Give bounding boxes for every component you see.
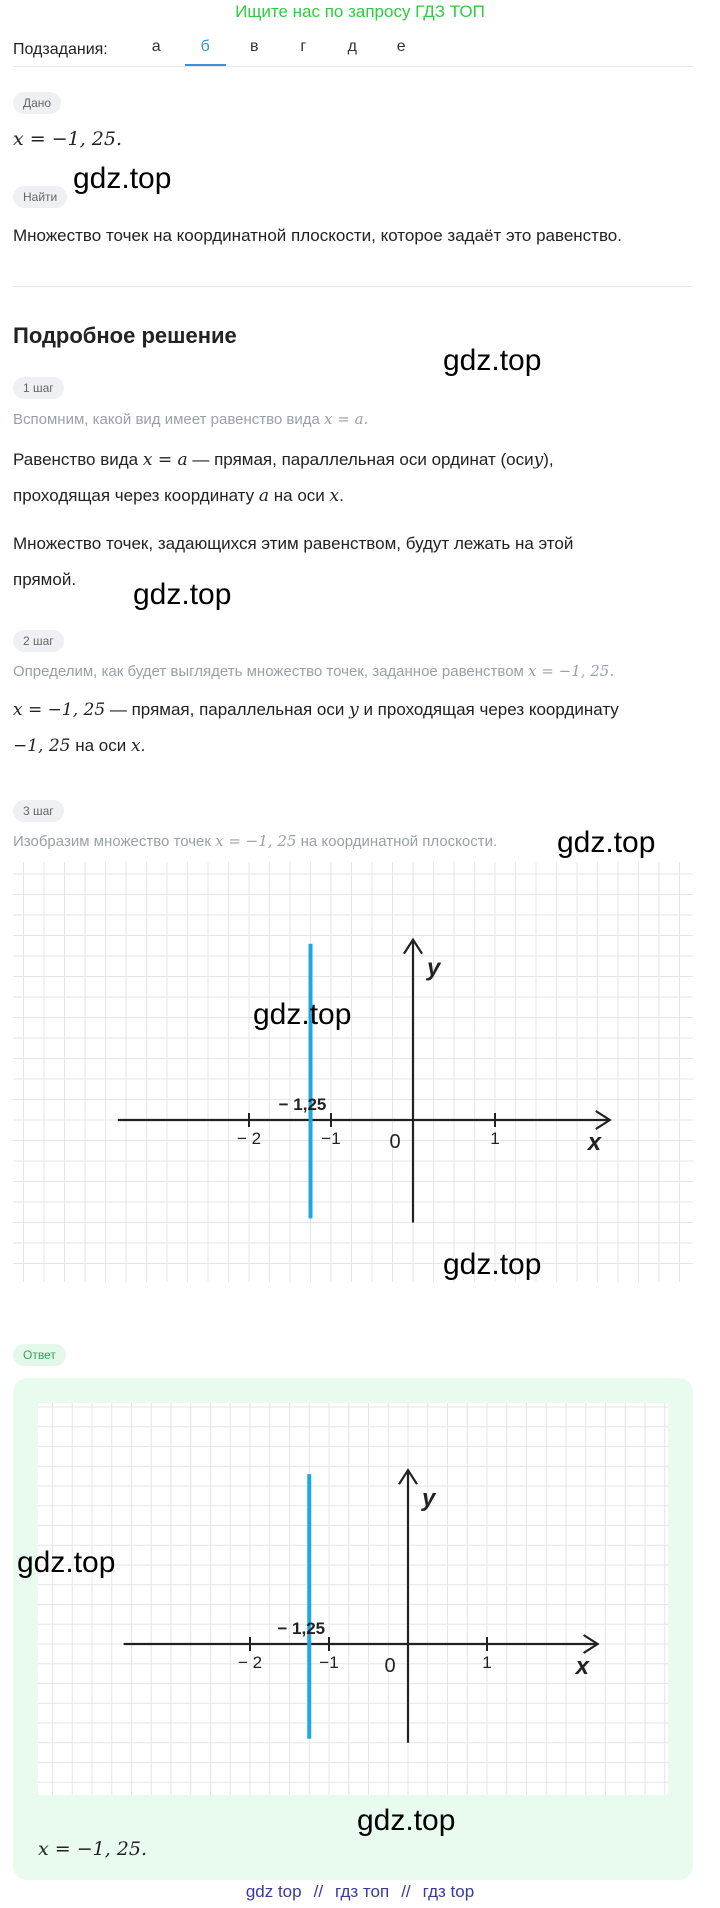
step3-hint-math: x = −1, 25 — [215, 832, 297, 850]
watermark: gdz.top — [443, 1248, 542, 1281]
tick-label-minus-1: −1 — [321, 1129, 341, 1148]
step2-hint-math: x = −1, 25. — [528, 662, 615, 680]
step3-pill — [13, 800, 64, 822]
step2-hint-text: Определим, как будет выглядеть множество точек, заданное равенством — [13, 663, 524, 680]
line-value-label: − 1,25 — [277, 1619, 326, 1638]
top-banner[interactable]: Ищите нас по запросу ГДЗ ТОП — [235, 2, 485, 21]
step1-pill-label: 1 шаг — [13, 377, 64, 399]
step1-hint-math: x = a. — [324, 410, 369, 428]
step2-line2-b: . — [140, 736, 146, 755]
watermark: gdz.top — [557, 826, 656, 859]
step2-line1-a: — прямая, параллельная оси — [109, 700, 345, 719]
step3-hint-text: Изобразим множество точек — [13, 833, 211, 850]
subtasks-tabs — [13, 34, 693, 66]
tab-g[interactable]: г — [300, 38, 307, 55]
answer-coordinate-plane-graph — [38, 1403, 668, 1795]
section-divider — [13, 286, 693, 287]
given-pill — [13, 92, 61, 114]
watermark: gdz.top — [133, 578, 232, 611]
footer-separator: // — [401, 1882, 411, 1901]
watermark: gdz.top — [443, 344, 542, 377]
footer-links — [0, 1882, 720, 1902]
grid — [13, 862, 693, 1282]
step1-line2-a: проходящая через координату — [13, 486, 255, 505]
y-axis-label: y — [422, 1485, 436, 1513]
watermark: gdz.top — [253, 998, 352, 1031]
grid-background — [13, 862, 693, 1282]
step1-line3: Множество точек, задающихся этим равенством, будут лежать на этой — [13, 534, 574, 553]
step3-pill-label: 3 шаг — [13, 800, 64, 822]
step1-line1-b: — прямая, параллельная оси ординат (оси — [192, 450, 534, 469]
tab-e[interactable]: е — [396, 38, 406, 55]
step1-line1-math: x = a — [142, 450, 188, 470]
step1-line2-b: на оси — [273, 486, 325, 505]
given-formula: x = −1, 25. — [13, 128, 123, 150]
footer-link-gdz-top-ru[interactable]: гдз топ — [335, 1882, 390, 1901]
given-pill-label: Дано — [13, 92, 61, 114]
step1-hint-text: Вспомним, какой вид имеет равенство вида — [13, 411, 320, 428]
footer-link-gdz-top-mixed[interactable]: гдз top — [422, 1882, 475, 1901]
step2-line2 — [13, 728, 145, 764]
tab-b[interactable]: б — [181, 34, 230, 66]
step1-line2-math: a — [258, 486, 270, 506]
footer-separator: // — [313, 1882, 324, 1901]
watermark: gdz.top — [73, 162, 172, 195]
step1-line4: прямой. — [13, 570, 77, 589]
step2-hint — [13, 662, 614, 680]
tick-label-minus-1: −1 — [319, 1653, 339, 1672]
step1-line2-c: . — [339, 486, 344, 505]
tick-label-1: 1 — [482, 1653, 492, 1672]
step2-pill — [13, 630, 64, 652]
step1-line1-a: Равенство вида — [13, 450, 139, 469]
step2-line1-y: y — [349, 700, 359, 720]
step2-pill-label: 2 шаг — [13, 630, 64, 652]
step1-pill — [13, 377, 64, 399]
answer-pill — [13, 1344, 66, 1366]
footer-link-gdz-top[interactable]: gdz top — [245, 1882, 302, 1901]
origin-label: 0 — [389, 1131, 401, 1153]
line-value-label: − 1,25 — [278, 1095, 327, 1114]
grid — [38, 1403, 668, 1795]
answer-pill-label: Ответ — [13, 1344, 66, 1366]
solution-title: Подробное решение — [13, 323, 237, 348]
tick-label-minus-2: − 2 — [236, 1129, 262, 1148]
step1-line1-c: ), — [543, 450, 554, 469]
tabs-divider — [13, 66, 693, 67]
tick-label-minus-2: − 2 — [237, 1653, 263, 1672]
step2-line1-b: и проходящая через координату — [363, 700, 619, 719]
find-text: Множество точек на координатной плоскости, которое задаёт это равенство. — [13, 226, 622, 245]
find-pill — [13, 186, 67, 208]
watermark: gdz.top — [17, 1546, 116, 1579]
origin-label: 0 — [384, 1655, 396, 1677]
step1-line1 — [13, 442, 554, 478]
step2-line2-math: −1, 25 — [13, 736, 71, 756]
watermark: gdz.top — [357, 1804, 456, 1837]
step1-line2 — [13, 478, 344, 514]
tick-label-1: 1 — [490, 1129, 500, 1148]
coordinate-plane-graph — [13, 862, 693, 1282]
answer-formula: x = −1, 25. — [38, 1838, 148, 1860]
x-axis-label: x — [575, 1653, 589, 1680]
step2-line2-a: на оси — [75, 736, 127, 755]
step3-hint — [13, 832, 497, 850]
find-pill-label: Найти — [13, 186, 67, 208]
y-axis-label: y — [427, 954, 441, 982]
grid-background — [38, 1403, 668, 1795]
step1-hint — [13, 410, 368, 428]
tab-v[interactable]: в — [249, 38, 259, 55]
step3-hint-text2: на координатной плоскости. — [300, 833, 498, 850]
step1-line2-x: x — [329, 486, 340, 506]
subtasks-label: Подзадания: — [13, 41, 108, 58]
step2-line1 — [13, 692, 619, 728]
step2-line2-x: x — [131, 736, 141, 756]
step1-line1-y: y — [533, 450, 544, 470]
tab-d[interactable]: д — [347, 38, 357, 55]
x-axis-label: x — [587, 1129, 602, 1156]
tab-a[interactable]: а — [151, 38, 161, 55]
step2-line1-math: x = −1, 25 — [13, 700, 106, 720]
